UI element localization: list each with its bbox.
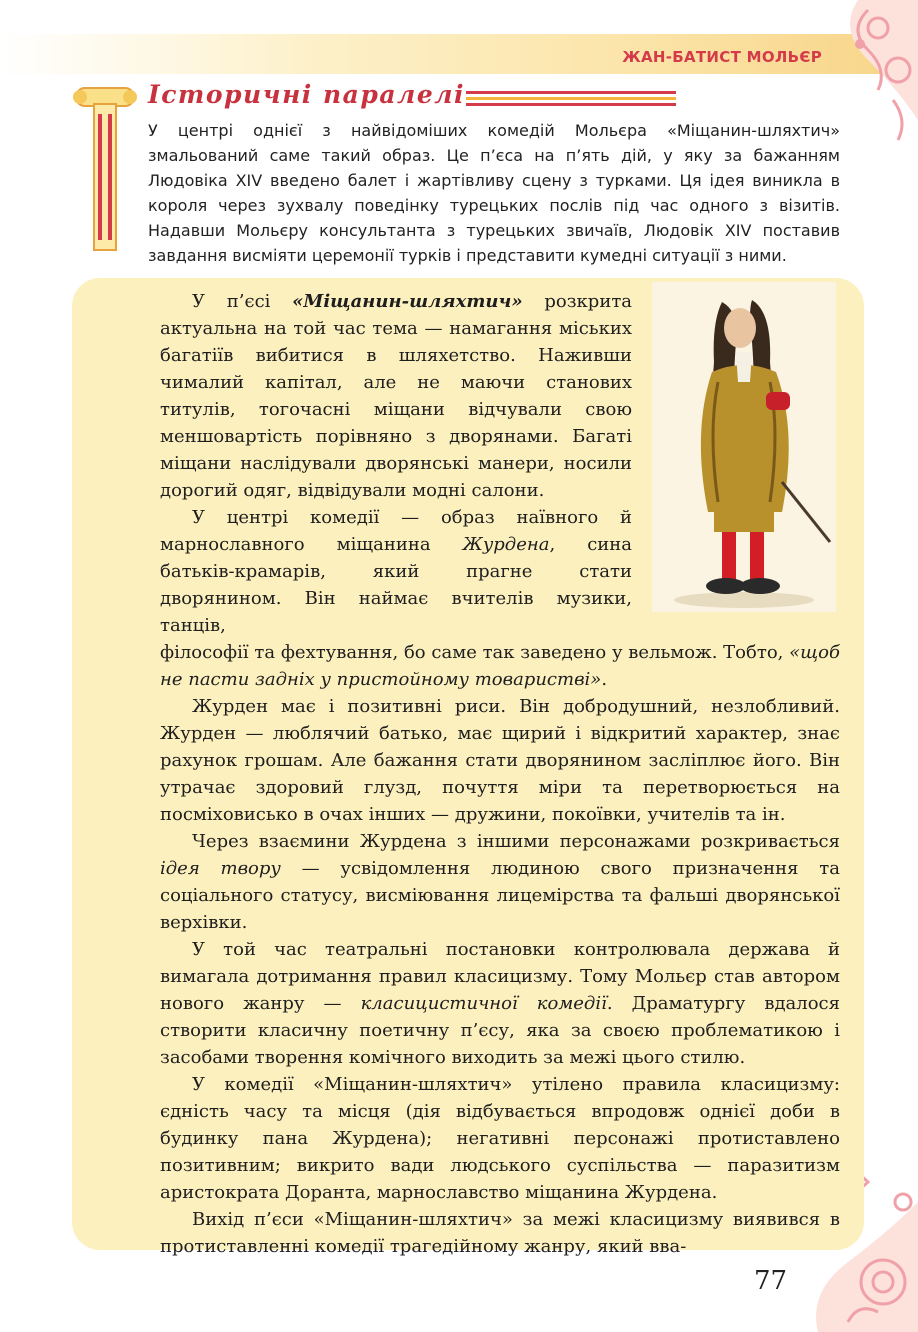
character-name: Журдена bbox=[462, 534, 550, 555]
quote: «щоб не пасти задніх у пристойному товаристві» bbox=[160, 642, 840, 690]
paragraph-1: У п’єсі «Міщанин-шляхтич» розкрита актуальна на той час тема — намагання міських багатіїв вибитися в шляхетство. Наживши чималий капітал, але не маючи станових титулів, тогочасні міщани відчували свою меншовартість порівняно з дворянами. Багаті міщани наслідували дворянські манери, носили дорогий одяг, відвідували модні салони. bbox=[160, 291, 633, 501]
paragraph-3: Журден має і позитивні риси. Він добродушний, незлобливий. Журден — люблячий батько, має щирий і відкритий характер, знає рахунок грошам. Але бажання стати дворянином засліплює його. Він утрачає здоровий глузд, почуття міри та перетворюється на посміховисько в очах інших — дружини, покоївки, учителів та ін. bbox=[160, 696, 840, 825]
paragraph-4: Через взаємини Журдена з іншими персонажами розкривається ідея твору — усвідомлення людиною свого призначення та соціального статусу, висміювання лицемірства та фальші дворянської верхівки. bbox=[160, 831, 840, 933]
page-number: 77 bbox=[754, 1266, 788, 1296]
genre-term: класицистичної комедії bbox=[360, 993, 607, 1014]
running-head: ЖАН-БАТИСТ МОЛЬЄР bbox=[622, 48, 822, 66]
paragraph-2: У центрі комедії — образ наївного й марнославного міщанина Журдена, сина батьків-крамарів, який прагне стати дворянином. Він наймає вчителів музики, танців, bbox=[160, 507, 632, 636]
main-text bbox=[160, 288, 840, 1260]
section-title: Історичні паралелі bbox=[148, 80, 466, 109]
work-title: «Міщанин-шляхтич» bbox=[292, 291, 523, 312]
idea-term: ідея твору bbox=[160, 858, 281, 879]
paragraph-6: У комедії «Міщанин-шляхтич» утілено правила класицизму: єдність часу та місця (дія відбувається впродовж однієї доби в будинку пана Журдена); негативні персонажі протиставлено позитивним; викрито вади людського суспільства — паразитизм аристократа Доранта, марнославство міщанина Журдена. bbox=[160, 1074, 840, 1203]
paragraph-5: У той час театральні постановки контролювала держава й вимагала дотримання правил класицизму. Тому Мольєр став автором нового жанру — класицистичної комедії. Драматургу вдалося створити класичну поетичну п’єсу, яка за своєю проблематикою і засобами творення комічного виходить за межі цього стилю. bbox=[160, 939, 840, 1068]
parallels-text: У центрі однієї з найвідоміших комедій Мольєра «Міщанин-шляхтич» змальований саме такий образ. Це п’єса на п’ять дій, у яку за бажанням Людовіка XIV введено балет і жартівливу сцену з турками. Ця ідея виникла в короля через зухвалу поведінку турецьких послів під час одного з візитів. Надавши Мольєру консультанта з турецьких звичаїв, Людовік XIV поставив завдання висміяти церемонії турків і представити кумедні ситуації з ними. bbox=[148, 121, 840, 265]
title-underline bbox=[466, 91, 676, 109]
paragraph-2-continued: філософії та фехтування, бо саме так заведено у вельмож. Тобто, «щоб не пасти задніх у пристойному товаристві». bbox=[160, 642, 840, 690]
scroll-icon bbox=[70, 84, 140, 254]
paragraph-7: Вихід п’єси «Міщанин-шляхтич» за межі класицизму виявився в протиставленні комедії трагедійному жанру, який вва- bbox=[160, 1209, 840, 1257]
